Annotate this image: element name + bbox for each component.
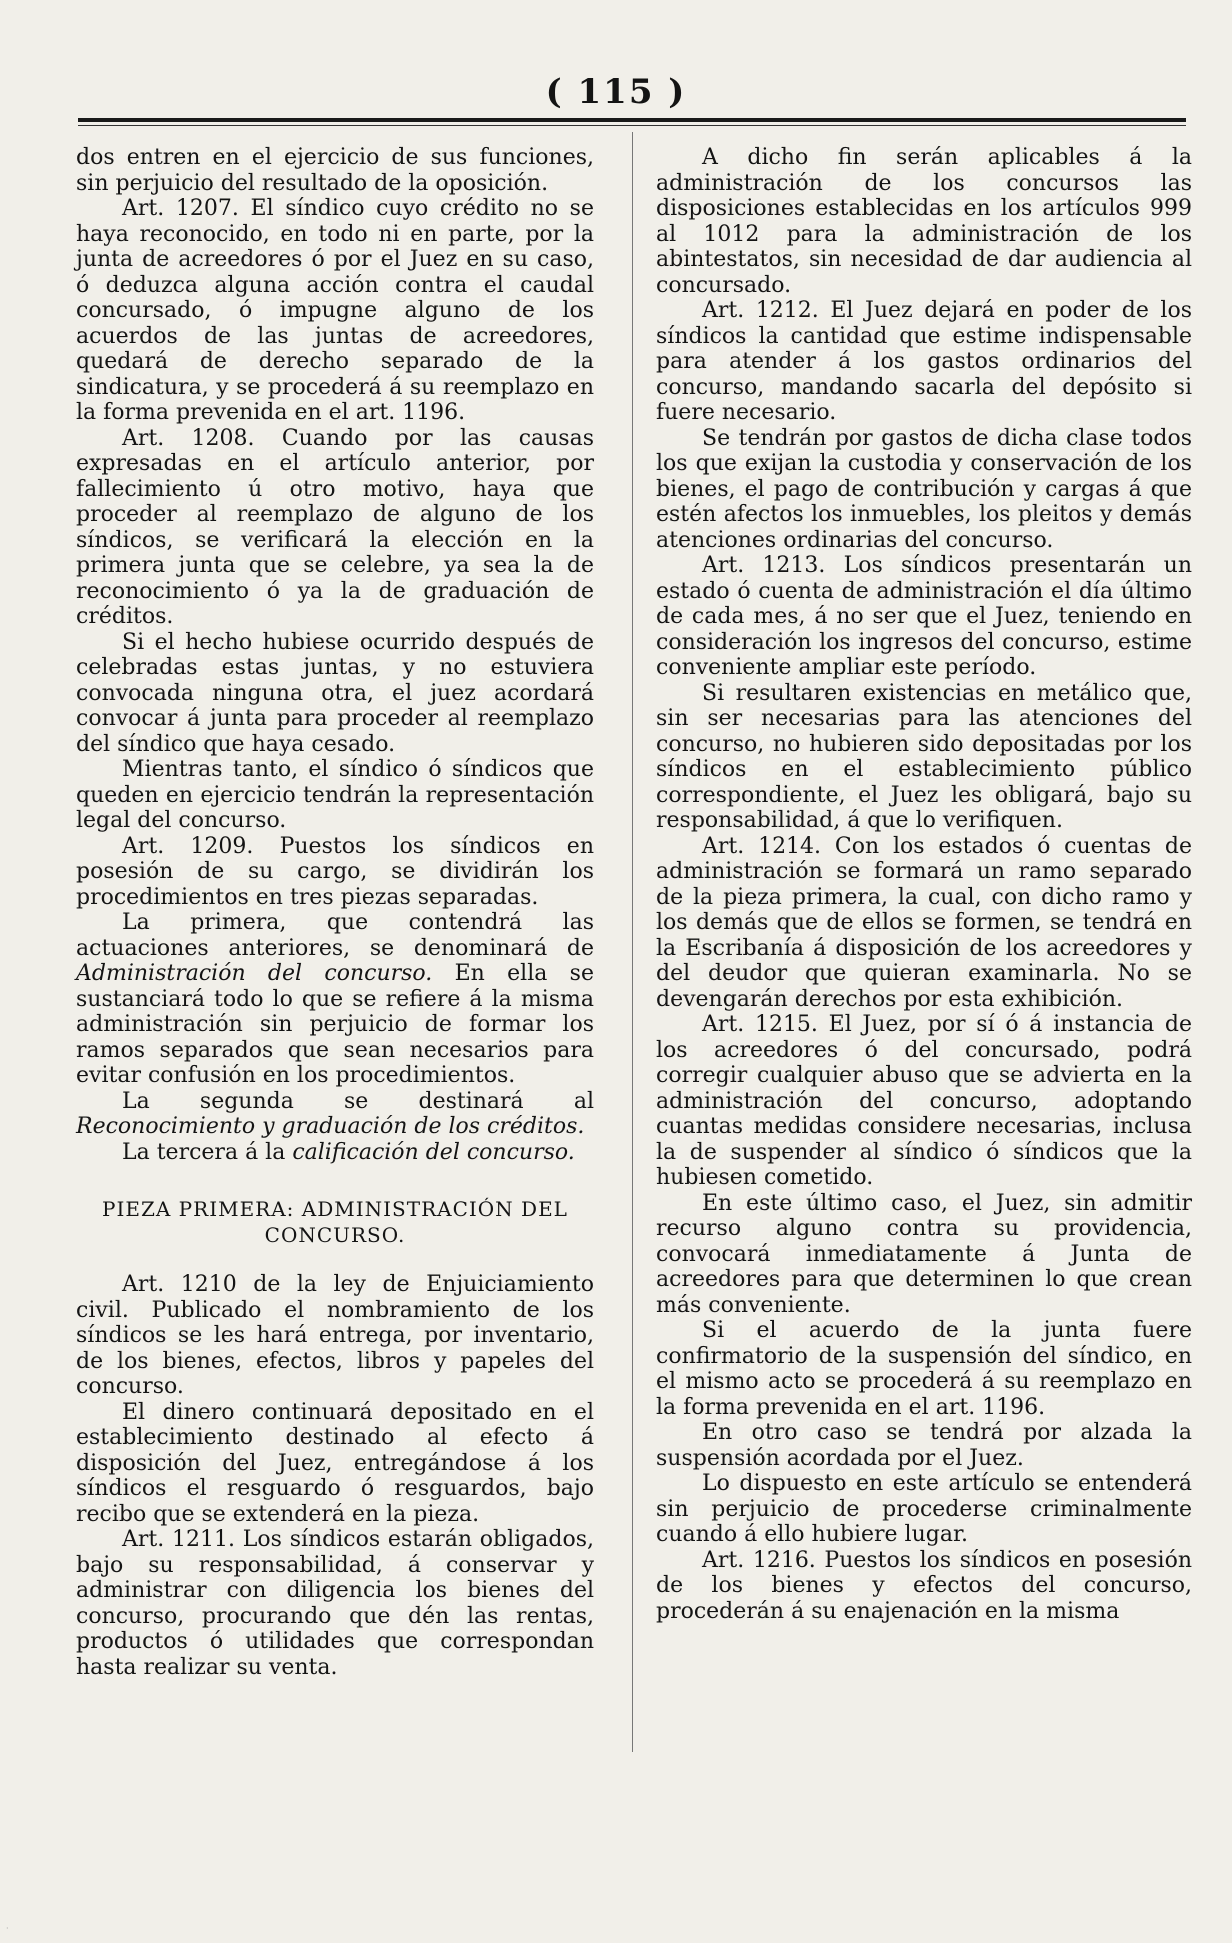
paragraph: dos entren en el ejercicio de sus funciones, sin perjuicio del resultado de la oposición. — [76, 145, 594, 196]
paragraph: Art. 1210 de la ley de Enjuiciamiento civil. Publicado el nombramiento de los síndicos se les hará entrega, por inventario, de los bienes, efectos, libros y papeles del concurso. — [76, 1272, 594, 1399]
paragraph: Si el acuerdo de la junta fuere confirmatorio de la suspensión del síndico, en el mismo acto se procederá á su reemplazo en la forma prevenida en el art. 1196. — [656, 1318, 1192, 1420]
paragraph — [76, 1089, 594, 1140]
paragraph: Lo dispuesto en este artículo se entenderá sin perjuicio de procederse criminalmente cuando á ello hubiere lugar. — [656, 1471, 1192, 1547]
paragraph: Art. 1208. Cuando por las causas expresadas en el artículo anterior, por fallecimiento ú otro motivo, haya que proceder al reemplazo de alguno de los síndicos, se verificará la elección en la primera junta que se celebre, ya sea la de reconocimiento ó ya la de graduación de créditos. — [76, 425, 594, 629]
paragraph: Si el hecho hubiese ocurrido después de celebradas estas juntas, y no estuviera convocada ninguna otra, el juez acordará convocar á junta para proceder al reemplazo del síndico que haya cesado. — [76, 629, 594, 757]
text-run: La segunda se destinará al — [122, 1088, 594, 1114]
header-rule-thin — [78, 125, 1186, 126]
paragraph: Mientras tanto, el síndico ó síndicos que queden en ejercicio tendrán la representación legal del concurso. — [76, 757, 594, 833]
italic-phrase: calificación del concurso. — [292, 1139, 575, 1165]
text-run: La primera, que contendrá las actuaciones anteriores, se denominará de — [76, 910, 594, 961]
paragraph: Art. 1211. Los síndicos estarán obligados, bajo su responsabilidad, á conservar y administrar con diligencia los bienes del concurso, procurando que dén las rentas, productos ó utilidades que correspondan hasta realizar su venta. — [76, 1527, 594, 1680]
paragraph: En este último caso, el Juez, sin admitir recurso alguno contra su providencia, convocará inmediatamente á Junta de acreedores para que determinen lo que crean más conveniente. — [656, 1190, 1192, 1318]
left-column — [76, 145, 594, 1680]
column-divider — [632, 132, 633, 1752]
paragraph: Art. 1213. Los síndicos presentarán un estado ó cuenta de administración el día último de cada mes, á no ser que el Juez, teniendo en consideración los ingresos del concurso, estime conveniente ampliar este período. — [656, 553, 1192, 680]
paragraph: Art. 1207. El síndico cuyo crédito no se haya reconocido, en todo ni en parte, por la junta de acreedores ó por el Juez en su caso, ó deduzca alguna acción contra el caudal concursado, ó impugne alguno de los acuerdos de las juntas de acreedores, quedará de derecho separado de la sindicatura, y se procederá á su reemplazo en la forma prevenida en el art. 1196. — [76, 196, 594, 425]
paragraph: En otro caso se tendrá por alzada la suspensión acordada por el Juez. — [656, 1420, 1192, 1471]
section-heading: PIEZA PRIMERA: ADMINISTRACIÓN DEL CONCURSO. — [102, 1197, 568, 1247]
paragraph: A dicho fin serán aplicables á la administración de los concursos las disposiciones establecidas en los artículos 999 al 1012 para la administración de los abintestatos, sin necesidad de dar audiencia al concursado. — [656, 145, 1192, 298]
paragraph — [76, 910, 594, 1089]
paragraph: Art. 1214. Con los estados ó cuentas de administración se formará un ramo separado de la pieza primera, la cual, con dicho ramo y los demás que de ellos se formen, se tendrá en la Escribanía á disposición de los acreedores y del deudor que quieran examinarla. No se devengarán derechos por esta exhibición. — [656, 833, 1192, 1012]
page-number: ( 115 ) — [545, 72, 687, 112]
text-run: En ella se sustanciará todo lo que se refiere á la misma administración sin perjuicio de formar los ramos separados que sean necesarios para evitar confusión en los procedimientos. — [76, 961, 594, 1088]
header-rule — [78, 118, 1186, 122]
paragraph: Se tendrán por gastos de dicha clase todos los que exijan la custodia y conservación de los bienes, el pago de contribución y cargas á que estén afectos los inmuebles, los pleitos y demás atenciones ordinarias del concurso. — [656, 425, 1192, 553]
paragraph: Art. 1215. El Juez, por sí ó á instancia de los acreedores ó del concursado, podrá corregir cualquier abuso que se advierta en la administración del concurso, adoptando cuantas medidas considere necesarias, inclusa la de suspender al síndico ó síndicos que la hubiesen cometido. — [656, 1012, 1192, 1190]
paragraph: El dinero continuará depositado en el establecimiento destinado al efecto á disposición del Juez, entregándose á los síndicos el resguardo ó resguardos, bajo recibo que se extenderá en la pieza. — [76, 1399, 594, 1527]
paragraph — [76, 1140, 594, 1166]
italic-phrase: Administración del concurso. — [76, 961, 433, 986]
italic-phrase: Reconocimiento y graduación de los créditos. — [76, 1114, 585, 1139]
paragraph: Art. 1212. El Juez dejará en poder de los síndicos la cantidad que estime indispensable para atender á los gastos ordinarios del concurso, mandando sacarla del depósito si fuere necesario. — [656, 298, 1192, 425]
paragraph: Art. 1209. Puestos los síndicos en posesión de su cargo, se dividirán los procedimientos en tres piezas separadas. — [76, 833, 594, 910]
library-watermark: · — [6, 1924, 9, 1933]
right-column — [656, 145, 1192, 1624]
text-run: La tercera á la — [122, 1139, 293, 1165]
paragraph: Art. 1216. Puestos los síndicos en posesión de los bienes y efectos del concurso, procederán á su enajenación en la misma — [656, 1547, 1192, 1624]
paragraph: Si resultaren existencias en metálico que, sin ser necesarias para las atenciones del concurso, no hubieren sido depositadas por los síndicos en el establecimiento público correspondiente, el Juez les obligará, bajo su responsabilidad, á que lo verifiquen. — [656, 680, 1192, 833]
